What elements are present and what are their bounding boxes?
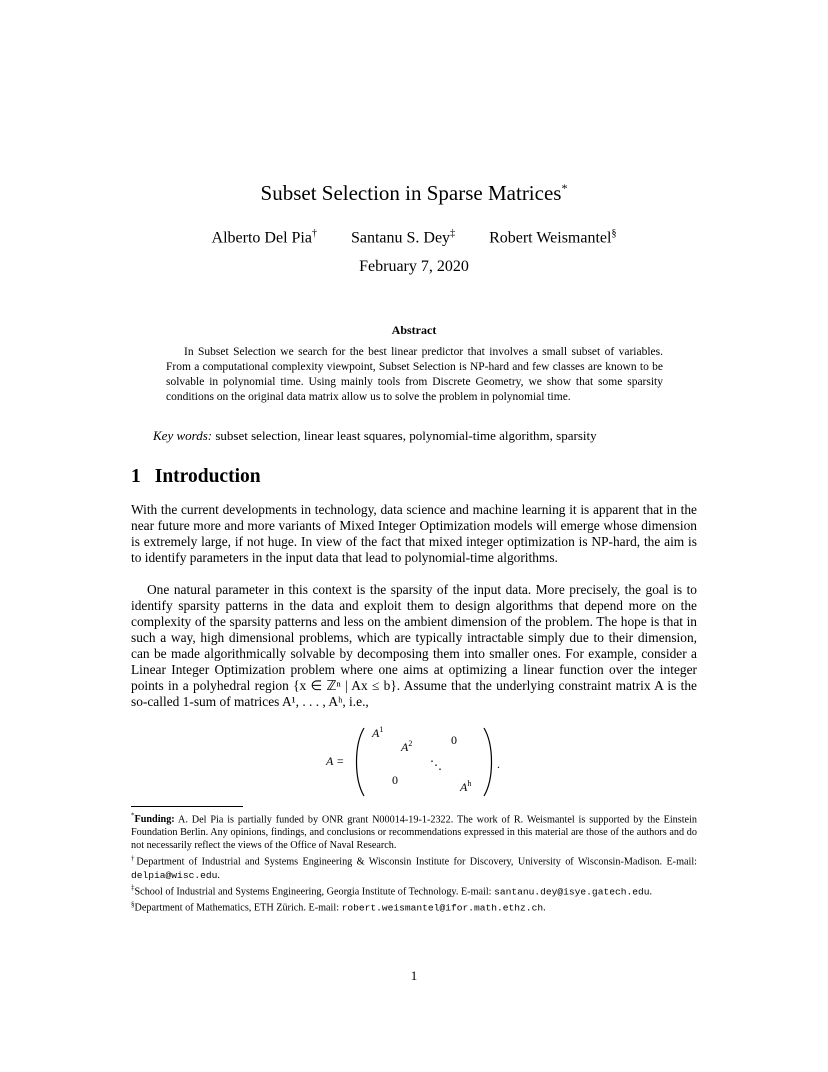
matrix-ddots: ⋱ xyxy=(430,758,442,772)
body-paragraph: One natural parameter in this context is the sparsity of the input data. More precisely, the goal is to identify sparsity patterns in the data and exploit them to design algorithms that depend more on the complexity of the sparsity patterns and less on the ambient dimension of the problem. The hope is that in such a way, high dimensional problems, which are typically intractable simply due to their dimension, can be made algorithmically solvable by decomposing them into smaller ones. For example, consider a Linear Integer Optimization problem where one aims at optimizing a linear function over the integer points in a polyhedral region {x ∈ ℤⁿ | Ax ≤ b}. Assume that the underlying constraint matrix A is the so-called 1-sum of matrices A¹, . . . , Aʰ, i.e., xyxy=(131,582,697,709)
footnote-rule xyxy=(131,806,243,807)
funding-label: Funding: xyxy=(134,814,175,826)
matrix-period: . xyxy=(497,757,500,771)
section-number: 1 xyxy=(131,466,141,487)
footnotes xyxy=(131,810,697,915)
body-paragraph: With the current developments in technology, data science and machine learning it is apparent that in the near future more and more variants of Mixed Integer Optimization models will emerge whose dimension is extremely large, if not huge. In view of the fact that mixed integer optimization is NP-hard, the aim is to identify parameters in the input data that lead to polynomial-time algorithms. xyxy=(131,502,697,565)
abstract-text: In Subset Selection we search for the best linear predictor that involves a small subset of variables. From a computational complexity viewpoint, Subset Selection is NP-hard and few classes are known to be solvable in polynomial time. Using mainly tools from Discrete Geometry, we show that some sparsity conditions on the original data matrix allow us to solve the problem in polynomial time. xyxy=(166,346,663,403)
matrix-entry xyxy=(372,725,383,741)
block-matrix-equation xyxy=(326,727,526,797)
footnote-mark: § xyxy=(131,900,135,909)
author xyxy=(212,228,317,247)
email-link[interactable]: santanu.dey@isye.gatech.edu xyxy=(494,886,650,898)
email-link[interactable]: delpia@wisc.edu xyxy=(131,869,218,881)
footnote-mark: † xyxy=(131,854,137,863)
matrix-zero: 0 xyxy=(392,773,398,787)
footnote-funding xyxy=(131,810,697,852)
footnote-text: A. Del Pia is partially funded by ONR grant N00014-19-1-2322. The work of R. Weismantel is supported by the Einstein Foundation Berlin. Any opinions, findings, and conclusions or recommendations expressed in this material are those of the authors and do not necessarily reflect the views of the Office of Naval Research. xyxy=(131,814,697,852)
author-mark: † xyxy=(311,228,317,239)
footnote-mark: * xyxy=(131,812,135,820)
left-paren xyxy=(352,727,366,797)
abstract-heading: Abstract xyxy=(391,323,437,337)
paper-date: February 7, 2020 xyxy=(359,258,469,275)
matrix-superscript: 2 xyxy=(408,739,413,748)
author-mark: § xyxy=(611,228,617,239)
paper-title xyxy=(0,181,828,206)
email-link[interactable]: robert.weismantel@ifor.math.ethz.ch xyxy=(341,902,544,914)
paper-title-text: Subset Selection in Sparse Matrices xyxy=(260,181,562,205)
keywords xyxy=(153,428,693,444)
section-heading xyxy=(131,466,261,488)
author-mark: ‡ xyxy=(450,228,456,239)
right-paren xyxy=(482,727,496,797)
footnote-text: School of Industrial and Systems Engineering, Georgia Institute of Technology. E-mail: xyxy=(134,886,495,898)
title-footnote-mark: * xyxy=(561,181,568,195)
author xyxy=(489,228,616,247)
matrix-zero: 0 xyxy=(451,733,457,747)
keywords-label: Key words: xyxy=(153,428,213,443)
footnote-affiliation: §Department of Mathematics, ETH Zürich. E-mail: robert.weismantel@ifor.math.ethz.ch. xyxy=(131,900,546,914)
author xyxy=(351,228,455,247)
author-name: Alberto Del Pia xyxy=(211,229,312,247)
matrix-entry xyxy=(401,739,412,755)
footnote-text: Department of Industrial and Systems Engineering & Wisconsin Institute for Discovery, University of Wisconsin-Madison. E-mail: xyxy=(136,856,698,868)
footnote-mark: ‡ xyxy=(131,883,135,892)
matrix-entry xyxy=(460,779,471,795)
footnote-text: Department of Mathematics, ETH Zürich. E-mail: xyxy=(134,902,342,914)
matrix-superscript: h xyxy=(467,779,472,788)
section-title: Introduction xyxy=(154,466,261,487)
author-list xyxy=(0,228,828,247)
matrix-symbol: A xyxy=(460,780,468,794)
matrix-superscript: 1 xyxy=(379,725,384,734)
author-name: Robert Weismantel xyxy=(489,229,612,247)
matrix-symbol: A xyxy=(401,740,409,754)
page-number: 1 xyxy=(410,968,418,983)
footnote-affiliation: †Department of Industrial and Systems Engineering & Wisconsin Institute for Discovery, University of Wisconsin-Madison. E-mail: delpia@wisc.edu. xyxy=(131,854,698,881)
footnote-affiliation: ‡School of Industrial and Systems Engineering, Georgia Institute of Technology. E-mail: santanu.dey@isye.gatech.edu. xyxy=(131,883,653,898)
keywords-text: subset selection, linear least squares, polynomial-time algorithm, sparsity xyxy=(215,428,597,443)
author-name: Santanu S. Dey xyxy=(350,229,451,247)
matrix-lhs: A = xyxy=(326,754,345,768)
matrix-symbol: A xyxy=(372,726,380,740)
